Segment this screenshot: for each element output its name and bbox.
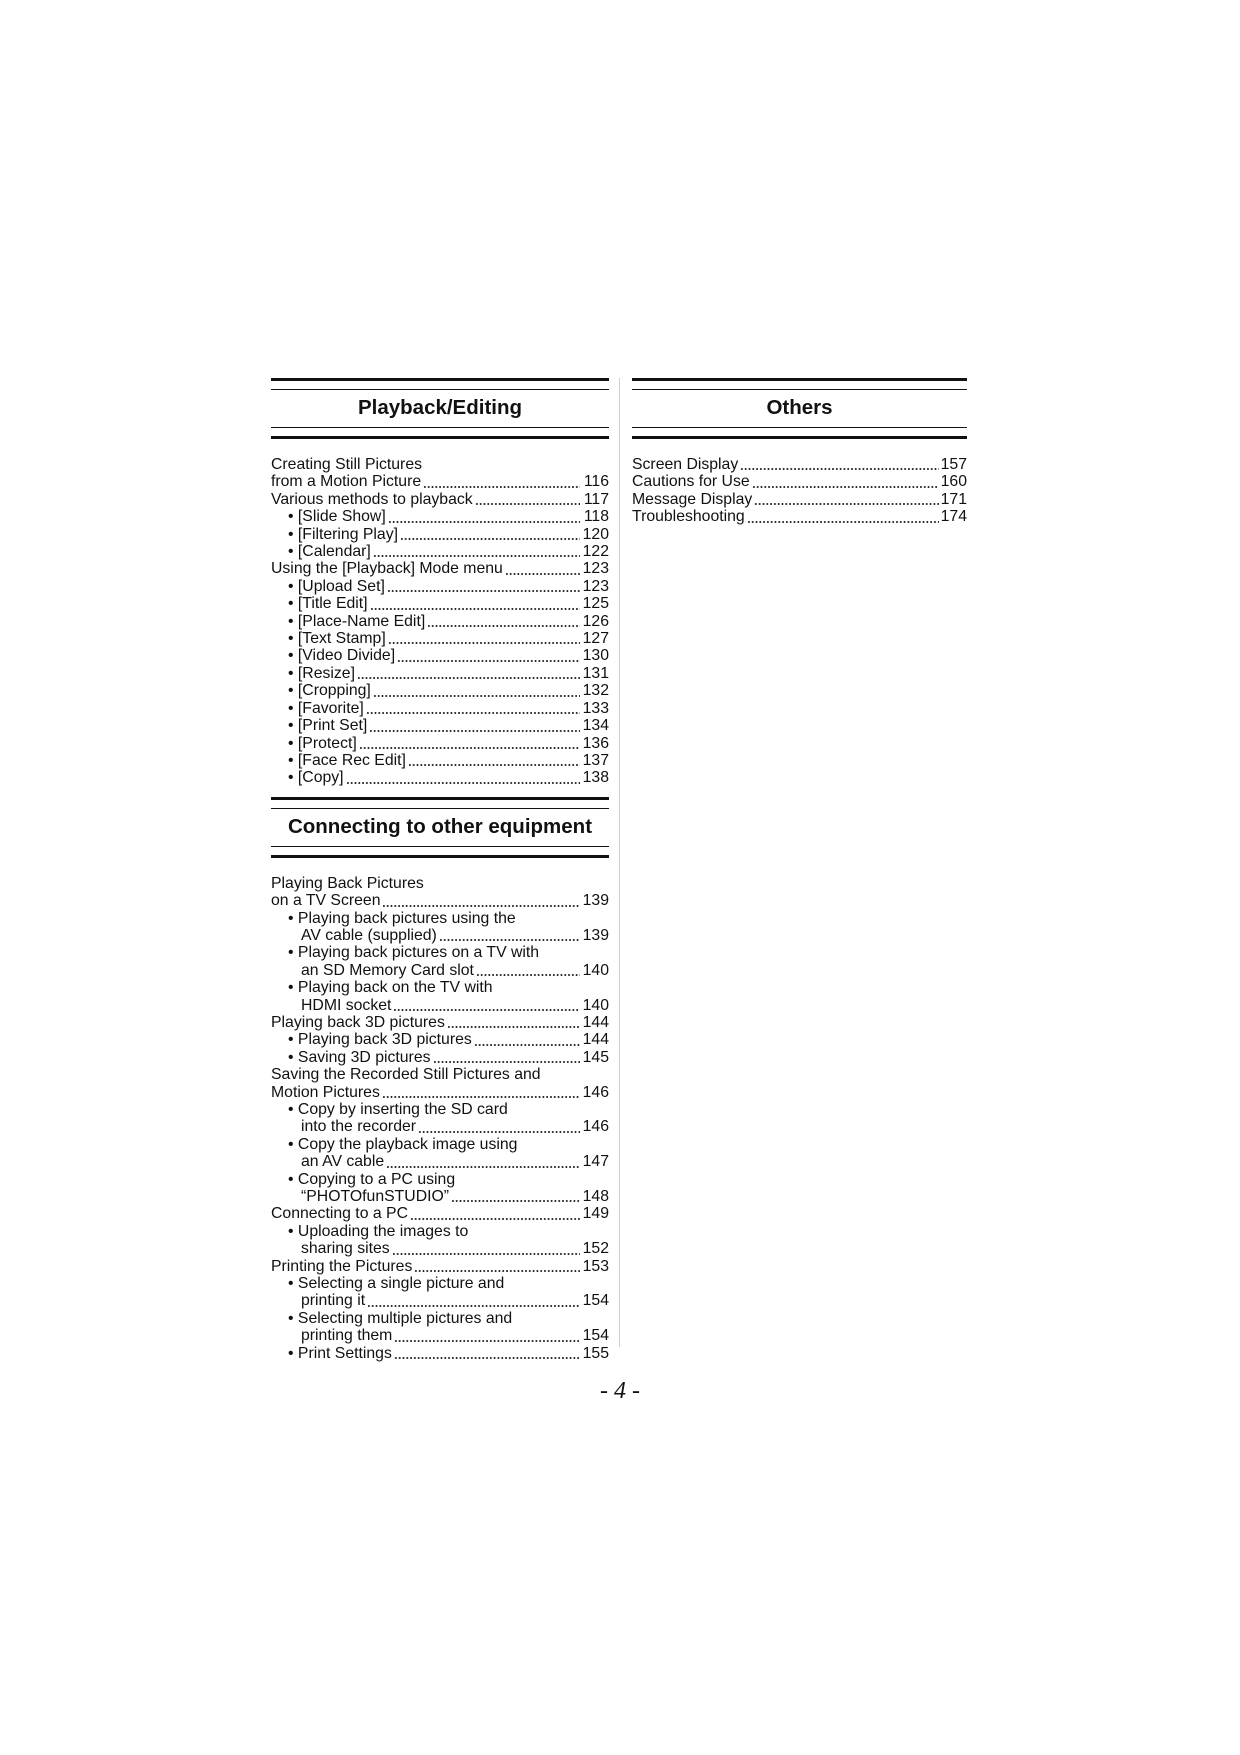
right-column: [632, 378, 967, 526]
toc-entry: [271, 875, 609, 892]
toc-entry-page: 123: [582, 560, 609, 578]
dot-leader: [393, 1009, 580, 1011]
toc-entry-page: 140: [582, 996, 609, 1014]
toc-entry-label: Troubleshooting: [632, 508, 745, 526]
toc-entry-page: 146: [582, 1118, 609, 1136]
toc-entry-label: Saving the Recorded Still Pictures and: [271, 1066, 541, 1084]
toc-entry: [271, 682, 609, 699]
header-rule-top: [271, 797, 609, 809]
toc-entry-page: 155: [582, 1344, 609, 1362]
toc-entry-label: Connecting to a PC: [271, 1205, 408, 1223]
toc-entry: [271, 1327, 609, 1344]
dot-leader: [418, 1131, 580, 1133]
toc-entry-label: • Copy by inserting the SD card: [288, 1101, 508, 1118]
toc-entry-label: • Playing back pictures using the: [288, 909, 516, 927]
dot-leader: [373, 695, 580, 697]
toc-entry: [271, 1188, 609, 1205]
toc-entry-page: 147: [582, 1153, 609, 1171]
toc-entry-page: 174: [940, 508, 967, 526]
toc-entry-label: sharing sites: [301, 1240, 390, 1258]
dot-leader: [382, 1096, 580, 1098]
dot-leader: [427, 625, 580, 627]
toc-entry: [271, 944, 609, 961]
toc-entry: [271, 595, 609, 612]
toc-entry: [271, 997, 609, 1014]
toc-entry-label: an SD Memory Card slot: [301, 961, 474, 979]
dot-leader: [382, 905, 580, 907]
toc-entry: [271, 1223, 609, 1240]
toc-entry-label: • [Calendar]: [288, 543, 371, 561]
toc-entry-label: Motion Pictures: [271, 1083, 380, 1101]
section-others: [632, 378, 967, 526]
toc-entry-page: 157: [940, 456, 967, 473]
toc-entry: [271, 613, 609, 630]
dot-leader: [740, 468, 939, 470]
toc-entry: [271, 1031, 609, 1048]
toc-entry: [271, 491, 609, 508]
toc-entry: [271, 1275, 609, 1292]
toc-entry-label: • [Cropping]: [288, 682, 371, 700]
toc-entry-page: 140: [582, 961, 609, 979]
dot-leader: [474, 1044, 580, 1046]
toc-entry-label: into the recorder: [301, 1118, 417, 1136]
dot-leader: [397, 660, 580, 662]
toc-entry: [271, 1205, 609, 1222]
dot-leader: [414, 1270, 580, 1272]
toc-entry-label: “PHOTOfunSTUDIO”: [301, 1188, 450, 1206]
toc-entry: [271, 1136, 609, 1153]
toc-entry-page: 138: [582, 769, 609, 787]
header-rule-bottom: [271, 846, 609, 858]
toc-entry-page: 145: [582, 1048, 609, 1066]
dot-leader: [439, 939, 580, 941]
toc-entry: [632, 473, 967, 490]
toc-entry: [271, 665, 609, 682]
toc-entry-label: • Print Settings: [288, 1344, 392, 1362]
toc-entry-page: 116: [583, 473, 609, 491]
toc-entry: [271, 456, 609, 473]
toc-entry-page: 146: [582, 1083, 609, 1101]
section-title: Playback/Editing: [357, 396, 523, 419]
toc-entry-label: Playing Back Pictures: [271, 874, 424, 892]
toc-entry: [271, 647, 609, 664]
toc-entry-label: AV cable (supplied): [301, 926, 437, 944]
toc-entry: [271, 1171, 609, 1188]
toc-entry: [271, 1118, 609, 1135]
toc-entry: [271, 560, 609, 577]
header-rule-bottom: [271, 427, 609, 439]
toc-entry-page: 126: [582, 612, 609, 630]
toc-entry-label: • [Text Stamp]: [288, 630, 386, 648]
toc-entry-page: 133: [582, 699, 609, 717]
dot-leader: [433, 1061, 580, 1063]
dot-leader: [367, 1305, 580, 1307]
dot-leader: [392, 1253, 580, 1255]
dot-leader: [394, 1357, 580, 1359]
dot-leader: [754, 503, 939, 505]
toc-entry: [271, 1153, 609, 1170]
toc-entry: [271, 1049, 609, 1066]
toc-entry-label: Printing the Pictures: [271, 1257, 413, 1275]
toc-entry-page: 153: [582, 1257, 609, 1275]
dot-leader: [408, 764, 580, 766]
toc-entry-page: 154: [582, 1292, 609, 1310]
toc-entry-page: 144: [582, 1013, 609, 1031]
toc-entry: [271, 1345, 609, 1362]
section-connecting-equipment: [271, 797, 609, 1362]
dot-leader: [394, 1340, 580, 1342]
toc-entry-label: Creating Still Pictures: [271, 456, 423, 473]
toc-entry-label: • Uploading the images to: [288, 1222, 469, 1240]
dot-leader: [373, 555, 580, 557]
column-divider: [619, 378, 620, 1347]
toc-entry: [271, 1101, 609, 1118]
toc-entry: [271, 1292, 609, 1309]
toc-entry-page: 130: [582, 647, 609, 665]
header-rule-bottom: [632, 427, 967, 439]
toc-entry: [271, 700, 609, 717]
toc-entry-label: printing them: [301, 1327, 393, 1345]
toc-entry: [271, 578, 609, 595]
toc-entry-label: • [Title Edit]: [288, 595, 368, 613]
header-rule-top: [271, 378, 609, 390]
dot-leader: [747, 521, 939, 523]
dot-leader: [359, 747, 580, 749]
toc-entry-page: 122: [582, 543, 609, 561]
dot-leader: [369, 730, 580, 732]
toc-entry-page: 160: [940, 473, 967, 491]
toc-entry-label: printing it: [301, 1292, 366, 1310]
dot-leader: [346, 782, 580, 784]
toc-entry: [271, 1258, 609, 1275]
toc-entry-page: 127: [582, 630, 609, 648]
dot-leader: [366, 712, 580, 714]
toc-entry-label: • [Print Set]: [288, 717, 368, 735]
toc-entry: [632, 491, 967, 508]
toc-entry-label: Various methods to playback: [271, 490, 473, 508]
header-rule-top: [632, 378, 967, 390]
left-column: [271, 378, 609, 1362]
toc-entry-label: • [Protect]: [288, 734, 357, 752]
toc-entry: [271, 910, 609, 927]
toc-entry-label: on a TV Screen: [271, 892, 381, 910]
toc-entry-label: from a Motion Picture: [271, 473, 422, 491]
toc-entry-page: 154: [582, 1327, 609, 1345]
toc-entry-page: 148: [582, 1188, 609, 1206]
toc-entry: [271, 1310, 609, 1327]
toc-entry: [271, 1014, 609, 1031]
toc-entry: [271, 735, 609, 752]
toc-entry-label: • Selecting multiple pictures and: [288, 1309, 513, 1327]
dot-leader: [388, 642, 580, 644]
toc-entry-page: 131: [582, 664, 609, 682]
dot-leader: [386, 1166, 580, 1168]
dot-leader: [505, 573, 580, 575]
toc-entry-page: 118: [583, 508, 609, 526]
toc-entry: [271, 717, 609, 734]
toc-entry-page: 152: [582, 1240, 609, 1258]
dot-leader: [370, 608, 580, 610]
toc-entry-page: 139: [582, 926, 609, 944]
section-playback-editing: [271, 378, 609, 787]
toc-entry-label: • [Face Rec Edit]: [288, 751, 406, 769]
toc-entry: [271, 927, 609, 944]
toc-entry-page: 132: [582, 682, 609, 700]
dot-leader: [423, 486, 580, 488]
toc-entry-label: Using the [Playback] Mode menu: [271, 560, 503, 578]
toc-entry-page: 125: [582, 595, 609, 613]
page-number: - 4 -: [600, 1378, 640, 1404]
toc-entry-label: • [Video Divide]: [288, 647, 396, 665]
toc-entry-label: HDMI socket: [301, 996, 392, 1014]
section-header: [271, 797, 609, 858]
toc-entry: [632, 456, 967, 473]
dot-leader: [388, 521, 580, 523]
dot-leader: [752, 486, 939, 488]
dot-leader: [475, 503, 580, 505]
dot-leader: [387, 590, 580, 592]
toc-entry: [271, 1066, 609, 1083]
toc-entry-page: 117: [583, 490, 609, 508]
toc-list: [271, 875, 609, 1362]
toc-entry-page: 123: [582, 577, 609, 595]
toc-entry-label: • Copying to a PC using: [288, 1170, 456, 1188]
section-title: Others: [766, 396, 833, 419]
toc-entry: [271, 892, 609, 909]
toc-entry-label: • Playing back pictures on a TV with: [288, 944, 540, 962]
toc-entry-label: • [Copy]: [288, 769, 344, 787]
toc-entry: [271, 979, 609, 996]
toc-entry: [271, 473, 609, 490]
dot-leader: [447, 1026, 580, 1028]
toc-entry: [271, 508, 609, 525]
toc-entry: [271, 962, 609, 979]
section-header: [271, 378, 609, 439]
toc-entry-label: • [Slide Show]: [288, 508, 386, 526]
toc-entry-label: Message Display: [632, 490, 753, 508]
toc-list: [271, 456, 609, 787]
toc-entry: [271, 630, 609, 647]
toc-entry-label: • [Filtering Play]: [288, 525, 398, 543]
toc-entry: [271, 1240, 609, 1257]
toc-entry-label: • Selecting a single picture and: [288, 1275, 505, 1293]
dot-leader: [476, 974, 580, 976]
toc-entry-page: 120: [582, 525, 609, 543]
toc-entry-page: 136: [582, 734, 609, 752]
dot-leader: [451, 1200, 580, 1202]
dot-leader: [410, 1218, 580, 1220]
toc-entry-label: Playing back 3D pictures: [271, 1013, 445, 1031]
toc-entry-label: • [Resize]: [288, 664, 355, 682]
toc-entry-label: • [Upload Set]: [288, 577, 385, 595]
toc-entry-label: Cautions for Use: [632, 473, 750, 491]
section-title: Connecting to other equipment: [287, 814, 593, 838]
toc-entry-label: • Saving 3D pictures: [288, 1048, 431, 1066]
toc-entry: [271, 752, 609, 769]
toc-entry: [271, 1084, 609, 1101]
toc-entry-page: 139: [582, 892, 609, 910]
toc-entry-page: 149: [582, 1205, 609, 1223]
toc-list: [632, 456, 967, 526]
toc-entry-label: • [Favorite]: [288, 699, 364, 717]
toc-entry-label: • Playing back on the TV with: [288, 979, 493, 997]
dot-leader: [357, 677, 580, 679]
toc-entry-label: an AV cable: [301, 1153, 385, 1171]
toc-entry: [632, 508, 967, 525]
section-header: [632, 378, 967, 439]
toc-entry: [271, 769, 609, 786]
toc-entry-label: • Playing back 3D pictures: [288, 1031, 472, 1049]
toc-entry-page: 134: [582, 717, 609, 735]
toc-entry-label: • [Place-Name Edit]: [288, 612, 426, 630]
toc-entry-label: • Copy the playback image using: [288, 1135, 518, 1153]
toc-entry-page: 137: [582, 751, 609, 769]
toc-entry-label: Screen Display: [632, 456, 739, 473]
toc-entry-page: 171: [940, 490, 967, 508]
dot-leader: [400, 538, 580, 540]
toc-entry: [271, 543, 609, 560]
toc-entry: [271, 526, 609, 543]
toc-entry-page: 144: [582, 1031, 609, 1049]
